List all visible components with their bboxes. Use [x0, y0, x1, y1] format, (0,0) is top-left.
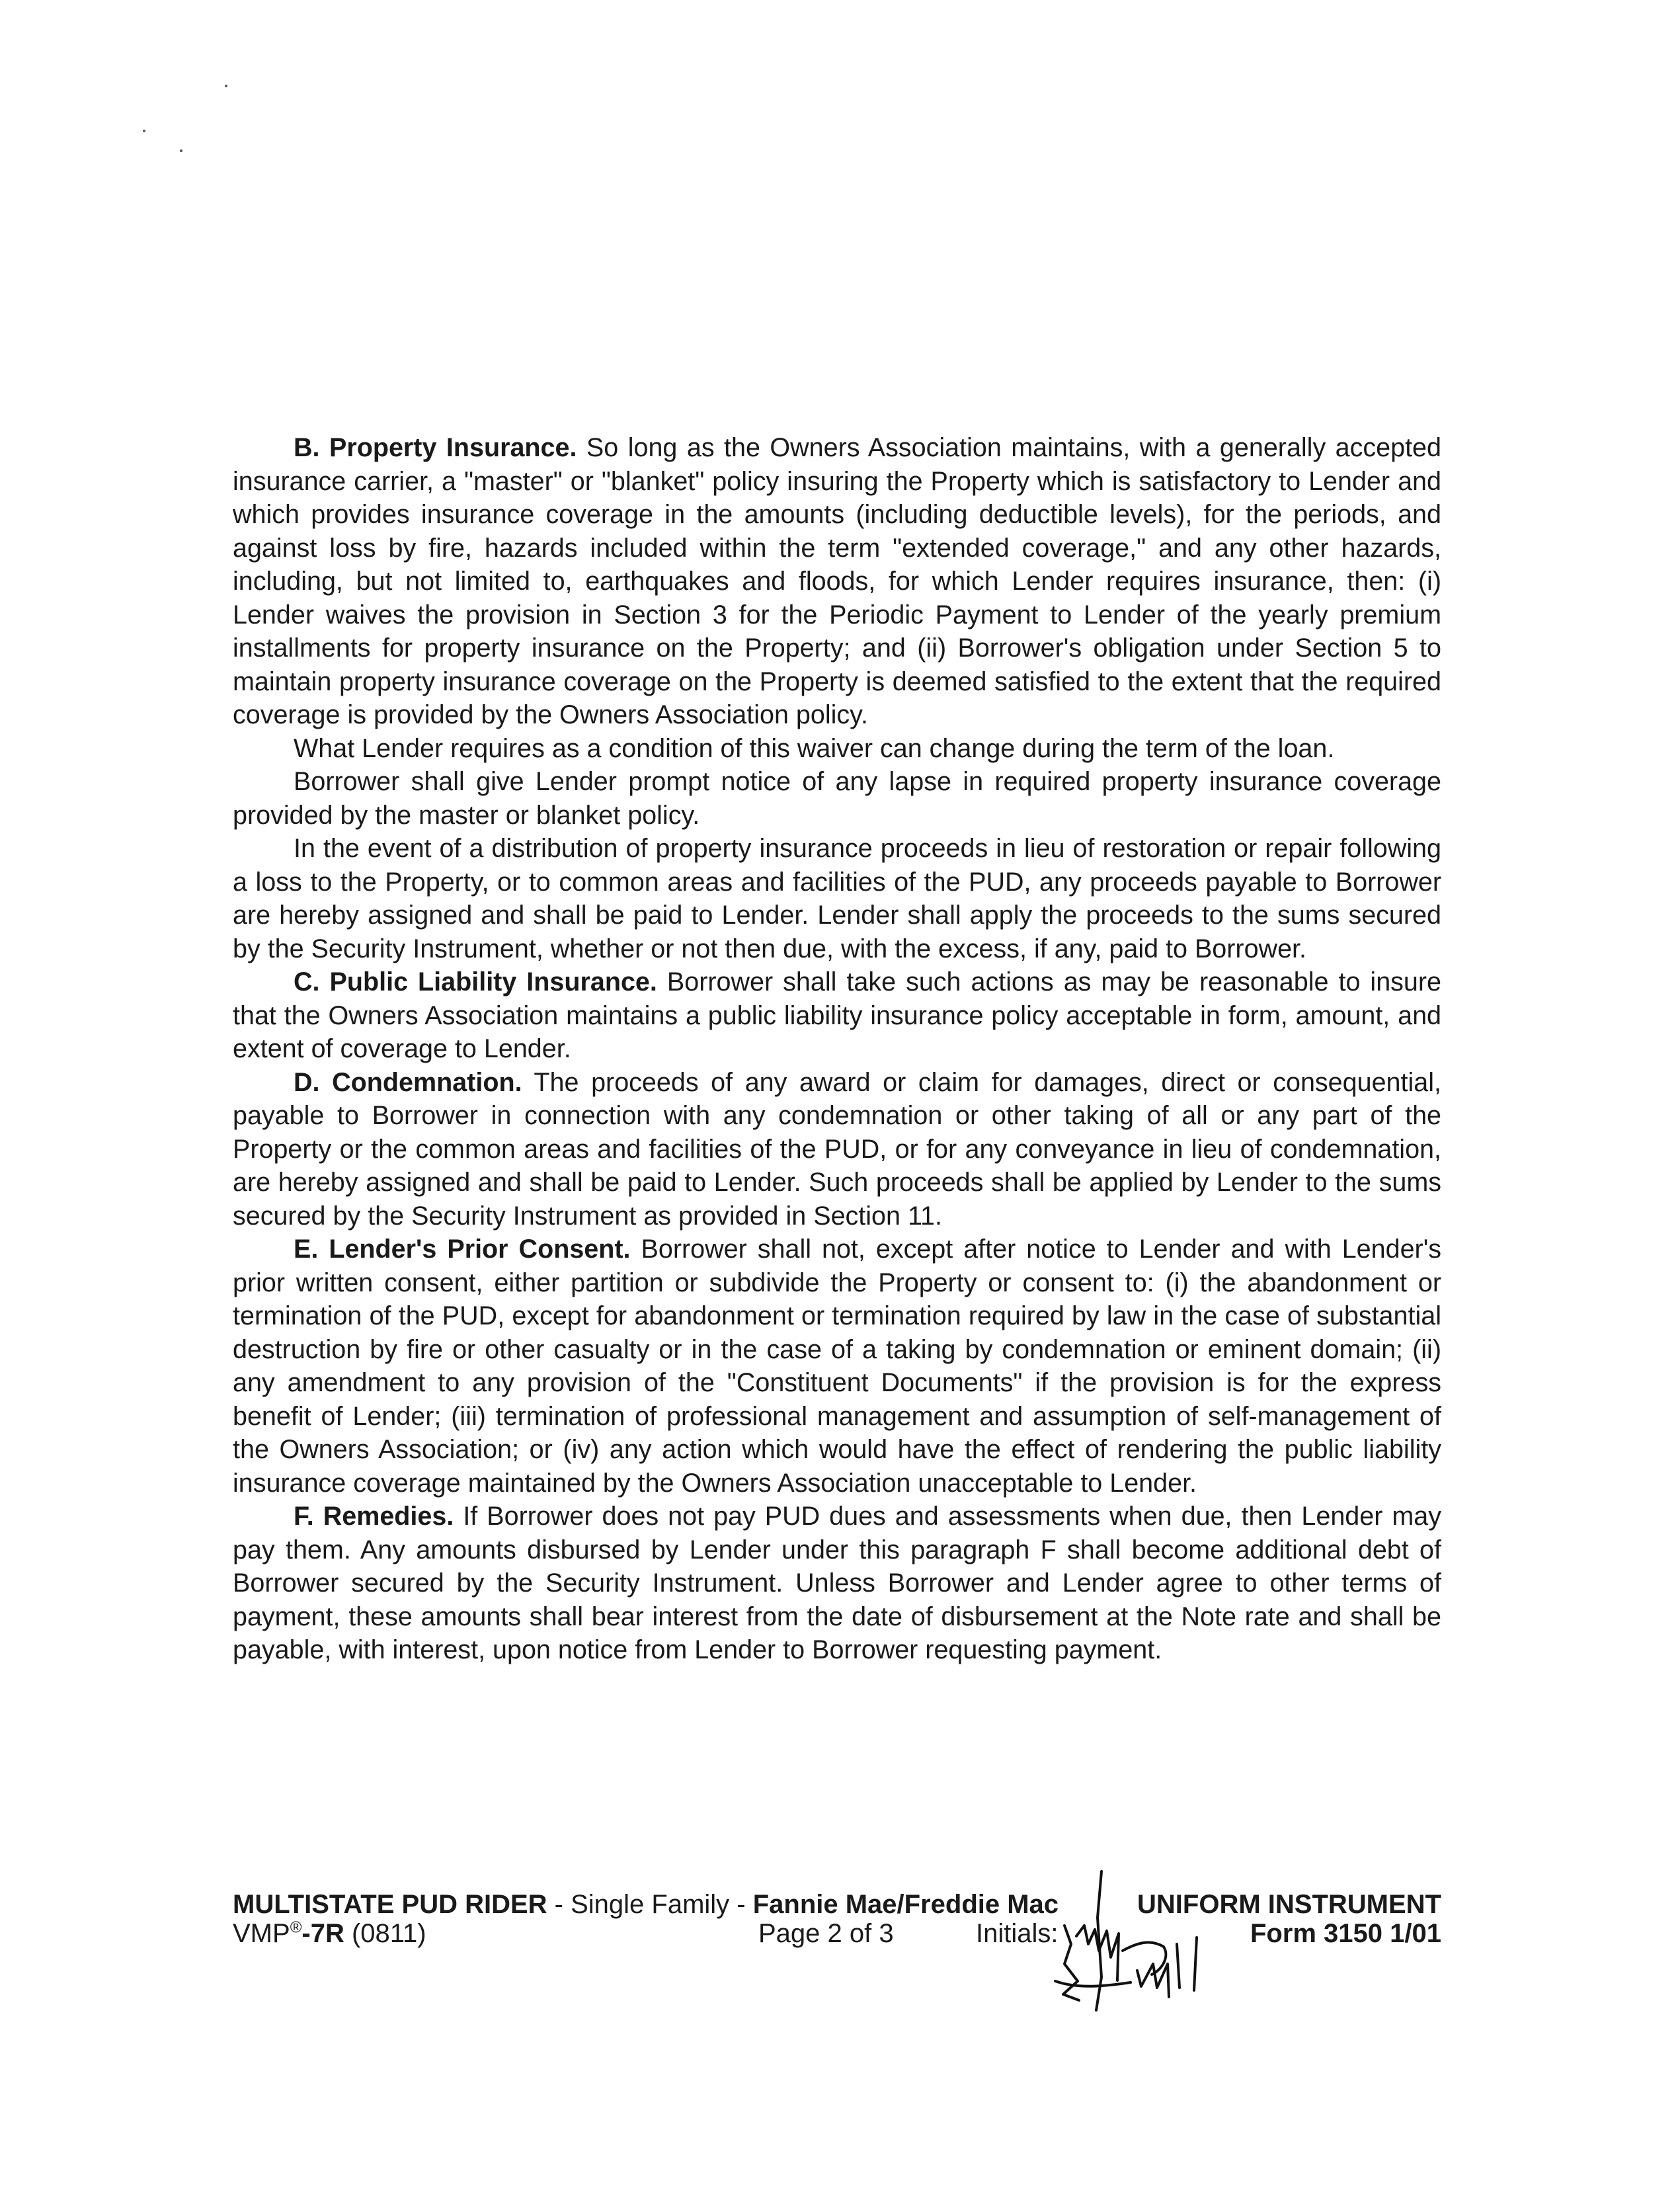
heading-condemnation: D. Condemnation. [294, 1067, 522, 1097]
paragraph-waiver-condition: What Lender requires as a condition of this waiver can change during the term of the loan. [294, 733, 1335, 763]
paragraph-property-insurance: B. Property Insurance. So long as the Owners Association maintains, with a generally accepted insurance carrier, a "master" or "blanket" policy insuring the Property which is satisfactory to Lender and which provides insurance coverage in the amounts (including deductible levels), for the periods, and against loss by fire, hazards included within the term "extended coverage," and any other hazards, including, but not limited to, earthquakes and floods, for which Lender requires insurance, then: (i) Lender waives the provision in Section 3 for the Periodic Payment to Lender of the yearly premium installments for property insurance on the Property; and (ii) Borrower's obligation under Section 5 to maintain property insurance coverage on the Property is deemed satisfied to the extent that the required coverage is provided by the Owners Association policy. [233, 433, 1441, 729]
paragraph-remedies: F. Remedies. If Borrower does not pay PUD dues and assessments when due, then Lender may pay them. Any amounts disbursed by Lender under this paragraph F shall become additional debt of Borrower secured by the Security Instrument. Unless Borrower and Lender agree to other terms of payment, these amounts shall bear interest from the date of disbursement at the Note rate and shall be payable, with interest, upon notice from Lender to Borrower requesting payment. [233, 1502, 1441, 1664]
footer-row-2 [233, 1919, 1441, 1948]
document-body [233, 431, 1441, 1667]
paragraph-insurance-proceeds: In the event of a distribution of property insurance proceeds in lieu of restoration or repair following a loss to the Property, or to common areas and facilities of the PUD, any proceeds payable to Borrower are hereby assigned and shall be paid to Lender. Lender shall apply the proceeds to the sums secured by the Security Instrument, whether or not then due, with the excess, if any, paid to Borrower. [233, 834, 1441, 963]
footer-initials-label: Initials: [976, 1919, 1059, 1948]
footer-row-1 [233, 1890, 1441, 1919]
initials-signature [1038, 1865, 1236, 2017]
paragraph-lapse-notice: Borrower shall give Lender prompt notice of any lapse in required property insurance coverage provided by the master or blanket policy. [233, 767, 1441, 830]
page-footer [233, 1890, 1441, 1948]
paragraph-condemnation: D. Condemnation. The proceeds of any award or claim for damages, direct or consequential, payable to Borrower in connection with any condemnation or other taking of all or any part of the Property or the common areas and facilities of the PUD, or for any conveyance in lieu of condemnation, are hereby assigned and shall be paid to Lender. Such proceeds shall be applied by Lender to the sums secured by the Security Instrument as provided in Section 11. [233, 1067, 1441, 1231]
paragraph-prior-consent: E. Lender's Prior Consent. Borrower shall not, except after notice to Lender and with Lender's prior written consent, either partition or subdivide the Property or consent to: (i) the abandonment or termination of the PUD, except for abandonment or termination required by law in the case of substantial destruction by fire or other casualty or in the case of a taking by condemnation or eminent domain; (ii) any amendment to any provision of the "Constituent Documents" if the provision is for the express benefit of Lender; (iii) termination of professional management and assumption of self-management of the Owners Association; or (iv) any action which would have the effect of rendering the public liability insurance coverage maintained by the Owners Association unacceptable to Lender. [233, 1235, 1441, 1498]
footer-rider-title: MULTISTATE PUD RIDER - Single Family - Fannie Mae/Freddie Mac [233, 1890, 1059, 1919]
paragraph-public-liability: C. Public Liability Insurance. Borrower shall take such actions as may be reasonable to insure that the Owners Association maintains a public liability insurance policy acceptable in form, amount, and extent of coverage to Lender. [233, 967, 1442, 1063]
heading-property-insurance: B. Property Insurance. [294, 433, 577, 462]
footer-page-number: Page 2 of 3 [758, 1919, 894, 1948]
footer-instrument: UNIFORM INSTRUMENT [1137, 1890, 1441, 1919]
heading-prior-consent: E. Lender's Prior Consent. [294, 1235, 631, 1264]
footer-vmp-code: VMP®-7R (0811) [233, 1918, 426, 1948]
heading-remedies: F. Remedies. [294, 1502, 454, 1531]
footer-form-number: Form 3150 1/01 [1250, 1919, 1441, 1948]
heading-public-liability: C. Public Liability Insurance. [294, 967, 657, 996]
